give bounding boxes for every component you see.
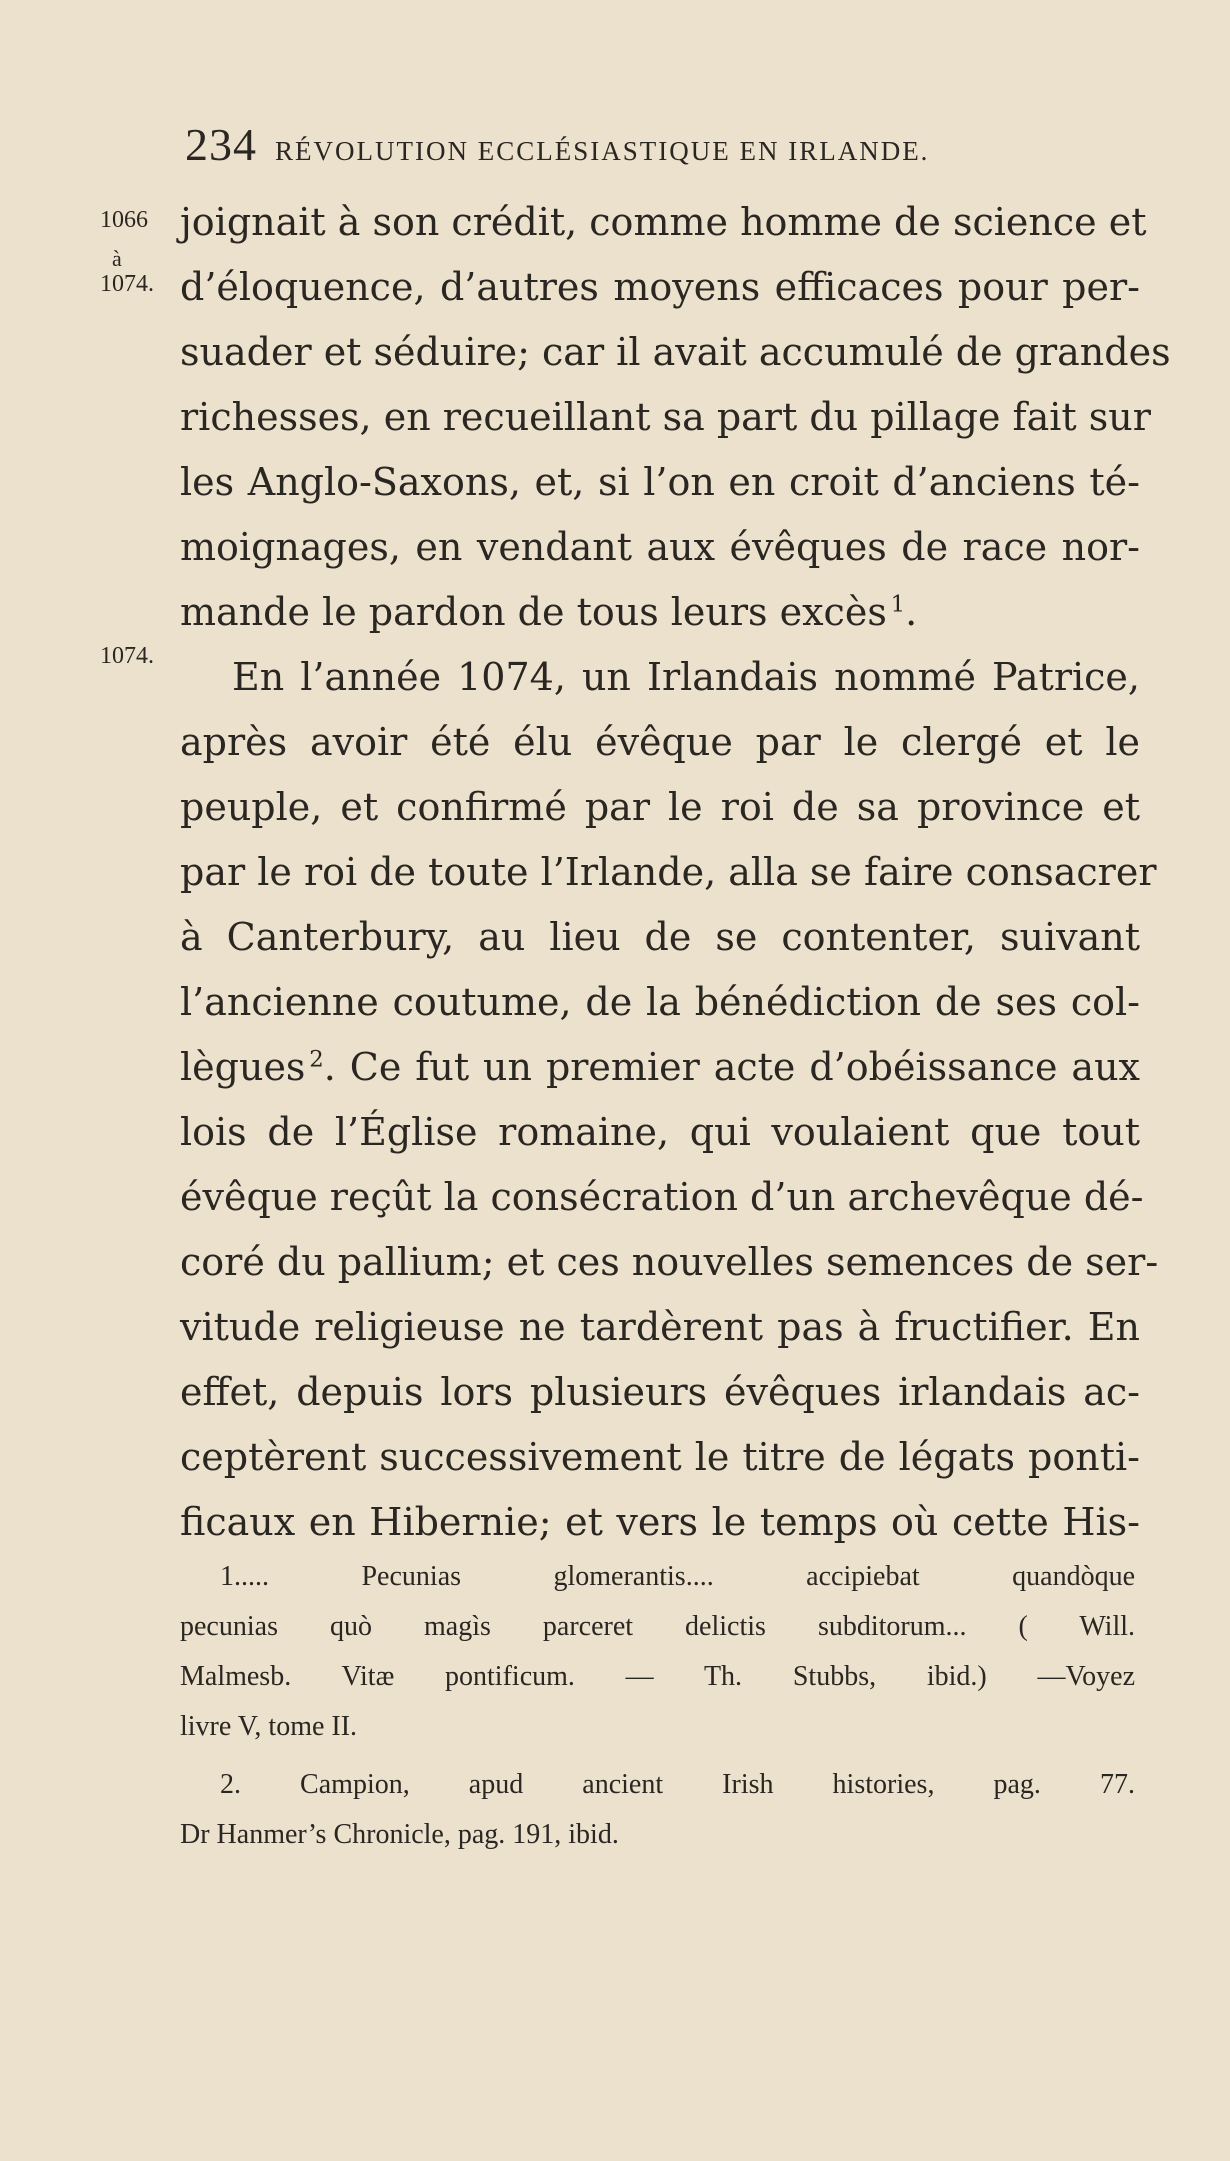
text-line: effet, depuis lors plusieurs évêques irlandais ac- (180, 1370, 1140, 1414)
text-fragment: mande le pardon de tous leurs excès (180, 590, 887, 634)
text-line: peuple, et confirmé par le roi de sa province et (180, 785, 1140, 829)
footnote-ref-1: 1 (890, 591, 906, 618)
text-fragment: Ce fut un premier acte d’obéissance aux (349, 1045, 1140, 1089)
footnote-line: livre V, tome II. (180, 1711, 358, 1742)
footnote-line: Malmesb. Vitæ pontificum. — Th. Stubbs, ibid.) —Voyez (180, 1661, 1135, 1692)
footnote-line: 1..... Pecunias glomerantis.... accipiebat quandòque (220, 1561, 1135, 1592)
text-line: d’éloquence, d’autres moyens efficaces pour per- (180, 265, 1140, 309)
footnote-line: pecunias quò magìs parceret delictis subditorum... ( Will. (180, 1611, 1135, 1642)
running-title: RÉVOLUTION ECCLÉSIASTIQUE EN IRLANDE. (275, 136, 930, 166)
main-text (180, 190, 1171, 1555)
text-line: vitude religieuse ne tardèrent pas à fructifier. En (180, 1305, 1140, 1349)
text-line: ceptèrent successivement le titre de légats ponti- (180, 1435, 1140, 1479)
text-line: En l’année 1074, un Irlandais nommé Patrice, (232, 655, 1140, 699)
text-line: suader et séduire; car il avait accumulé de grandes (180, 330, 1171, 374)
text-line: moignages, en vendant aux évêques de race nor- (180, 525, 1140, 569)
margin-date-a: à (112, 246, 122, 271)
text-line: évêque reçût la consécration d’un archevêque dé- (180, 1175, 1144, 1219)
footnote-line: 2. Campion, apud ancient Irish histories, pag. 77. (220, 1769, 1135, 1800)
footnote-ref-2: 2 (309, 1046, 324, 1073)
footnotes (180, 1552, 1135, 1860)
text-fragment: lègues (180, 1045, 306, 1089)
footnote-line: Dr Hanmer’s Chronicle, pag. 191, ibid. (180, 1819, 619, 1850)
text-line: lois de l’Église romaine, qui voulaient que tout (180, 1110, 1140, 1154)
text-line: joignait à son crédit, comme homme de science et (180, 200, 1147, 244)
text-line: coré du pallium; et ces nouvelles semences de ser- (180, 1240, 1159, 1284)
text-line: après avoir été élu évêque par le clergé et le (180, 720, 1140, 764)
margin-date-end: 1074. (100, 271, 154, 297)
page-number: 234 (185, 119, 257, 170)
text-line-with-ref (180, 1035, 1140, 1100)
margin-date-para2: 1074. (100, 643, 154, 669)
running-header (185, 118, 929, 171)
text-line: les Anglo-Saxons, et, si l’on en croit d’anciens té- (180, 460, 1140, 504)
text-line: par le roi de toute l’Irlande, alla se faire consacrer (180, 850, 1157, 894)
text-line: richesses, en recueillant sa part du pillage fait sur (180, 395, 1151, 439)
text-line: ficaux en Hibernie; et vers le temps où cette His- (180, 1500, 1140, 1544)
text-line: l’ancienne coutume, de la bénédiction de ses col- (180, 980, 1140, 1024)
text-line: à Canterbury, au lieu de se contenter, suivant (180, 915, 1140, 959)
text-line-last (180, 580, 1140, 645)
period: . (905, 590, 918, 634)
margin-date-start: 1066 (100, 207, 148, 233)
period: . (323, 1045, 336, 1089)
